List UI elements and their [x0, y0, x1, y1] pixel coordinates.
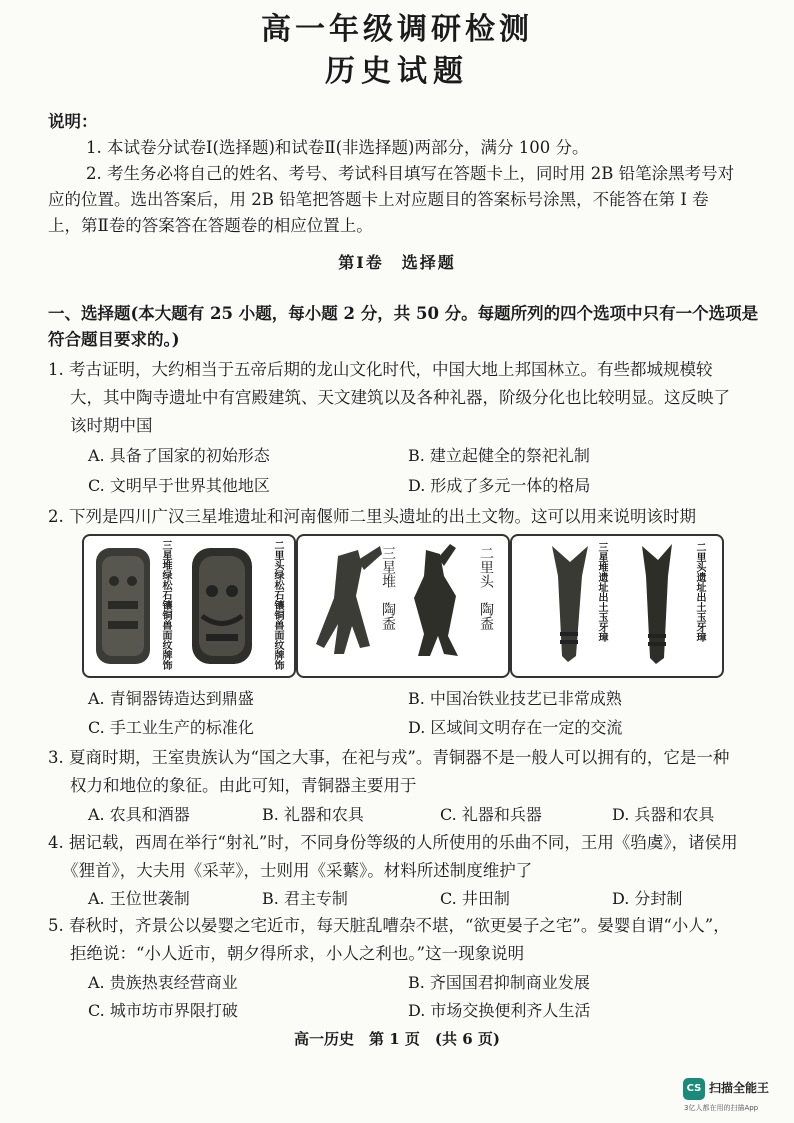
- instruction-1: 1. 本试卷分试卷Ⅰ(选择题)和试卷Ⅱ(非选择题)两部分，满分 100 分。: [86, 138, 589, 157]
- q5-option-b: B. 齐国国君抑制商业发展: [408, 973, 590, 992]
- pottery-images: [298, 536, 508, 676]
- q1-option-a: A. 具备了国家的初始形态: [88, 446, 270, 465]
- instruction-2-end: 上，第Ⅱ卷的答案答在答题卷的相应位置上。: [48, 216, 373, 235]
- figure-pottery: [296, 534, 510, 678]
- q4-stem-1: 4. 据记载，西周在举行“射礼”时，不同身份等级的人所使用的乐曲不同，王用《驺虞》，诸侯用: [48, 833, 738, 852]
- q2-option-c: C. 手工业生产的标准化: [88, 718, 254, 737]
- q1-option-b: B. 建立起健全的祭祀礼制: [408, 446, 590, 465]
- exam-subject: 历史试题: [325, 54, 469, 89]
- q5-stem-1: 5. 春秋时，齐景公以晏婴之宅近市，每天脏乱嘈杂不堪，“欲更晏子之宅”。晏婴自谓“小人”，: [48, 916, 730, 935]
- fig3-caption-erlitou: 二里头遗址出土玉牙璋: [694, 542, 705, 642]
- jade-zhang-images: [512, 536, 722, 676]
- section-header-cont: 符合题目要求的。): [48, 330, 180, 349]
- q4-option-b: B. 君主专制: [262, 889, 348, 908]
- exam-title: 高一年级调研检测: [261, 12, 533, 47]
- q2-option-d: D. 区域间文明存在一定的交流: [408, 718, 623, 737]
- q1-option-c: C. 文明早于世界其他地区: [88, 476, 270, 495]
- fig1-caption-sanxingdui: 三星堆绿松石镶铜兽面纹牌饰: [160, 540, 171, 670]
- fig1-caption-erlitou: 二里头绿松石镶铜兽面纹牌饰: [272, 540, 283, 670]
- q2-stem-1: 2. 下列是四川广汉三星堆遗址和河南偃师二里头遗址的出土文物。这可以用来说明该时期: [48, 507, 696, 526]
- q3-stem-2: 权力和地位的象征。由此可知，青铜器主要用于: [70, 776, 417, 795]
- part-one-title: 第Ⅰ卷 选择题: [338, 253, 456, 272]
- figure-jade-zhang: [510, 534, 724, 678]
- q3-option-d: D. 兵器和农具: [612, 805, 715, 824]
- q3-stem-1: 3. 夏商时期，王室贵族认为“国之大事，在祀与戎”。青铜器不是一般人可以拥有的，它是一种: [48, 748, 730, 767]
- q3-option-c: C. 礼器和兵器: [440, 805, 542, 824]
- instruction-2-cont: 应的位置。选出答案后，用 2B 铅笔把答题卡上对应题目的答案标号涂黑，不能答在第 Ⅰ 卷: [48, 190, 709, 209]
- q4-stem-2: 《狸首》，大夫用《采苹》，士则用《采蘩》。材料所述制度维护了: [62, 861, 533, 880]
- q4-option-d: D. 分封制: [612, 889, 683, 908]
- q4-option-a: A. 王位世袭制: [88, 889, 190, 908]
- q5-option-d: D. 市场交换便利齐人生活: [408, 1001, 591, 1020]
- fig2-caption-erlitou-type: 陶盉: [478, 602, 494, 630]
- q5-option-a: A. 贵族热衷经营商业: [88, 973, 238, 992]
- q5-option-c: C. 城市坊市界限打破: [88, 1001, 238, 1020]
- q4-option-c: C. 井田制: [440, 889, 510, 908]
- q1-option-d: D. 形成了多元一体的格局: [408, 476, 591, 495]
- fig2-caption-sanxingdui: 三星堆: [380, 546, 396, 588]
- q1-stem-3: 该时期中国: [70, 416, 153, 435]
- fig2-caption-erlitou: 二里头: [478, 546, 494, 588]
- camscanner-name: 扫描全能王: [709, 1081, 770, 1095]
- fig3-caption-sanxingdui: 三星堆遗址出土玉牙璋: [596, 542, 607, 642]
- figure-plaques: [82, 534, 296, 678]
- q2-option-a: A. 青铜器铸造达到鼎盛: [88, 689, 254, 708]
- page-footer: 高一历史 第 1 页 (共 6 页): [294, 1030, 500, 1048]
- camscanner-logo-icon: CS: [683, 1078, 705, 1100]
- q5-stem-2: 拒绝说：“小人近市，朝夕得所求，小人之利也。”这一现象说明: [70, 944, 525, 963]
- plaque-images: [84, 536, 294, 676]
- q1-stem-2: 大，其中陶寺遗址中有宫殿建筑、天文建筑以及各种礼器，阶级分化也比较明显。这反映了: [70, 388, 730, 407]
- fig2-caption-sanxingdui-type: 陶盉: [380, 602, 396, 630]
- instruction-2: 2. 考生务必将自己的姓名、考号、考试科目填写在答题卡上，同时用 2B 铅笔涂黑考号对: [86, 164, 735, 183]
- q1-stem-1: 1. 考古证明，大约相当于五帝后期的龙山文化时代，中国大地上邦国林立。有些都城规模较: [48, 360, 713, 379]
- instructions-label: 说明：: [48, 112, 98, 131]
- q2-option-b: B. 中国冶铁业技艺已非常成熟: [408, 689, 622, 708]
- q3-option-a: A. 农具和酒器: [88, 805, 190, 824]
- q3-option-b: B. 礼器和农具: [262, 805, 364, 824]
- section-header: 一、选择题(本大题有 25 小题，每小题 2 分，共 50 分。每题所列的四个选项中只有一个选项是: [48, 304, 759, 323]
- camscanner-slogan: 3亿人都在用的扫描App: [684, 1104, 759, 1112]
